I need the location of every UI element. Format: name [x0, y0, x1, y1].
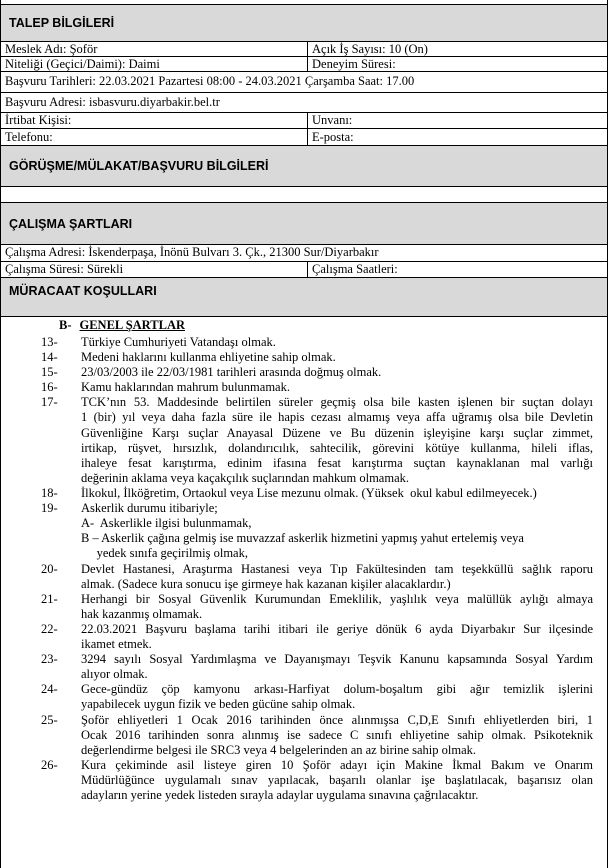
- list-item: [1, 682, 607, 712]
- item-number: 18-: [41, 486, 58, 500]
- calisma-suresi: Çalışma Süresi: Sürekli: [5, 262, 124, 276]
- item-number: 19-: [41, 501, 58, 516]
- item-text: [81, 682, 593, 712]
- item-number: 24-: [41, 682, 58, 697]
- basvuru-adresi: Başvuru Adresi: isbasvuru.diyarbakir.bel.tr: [5, 95, 220, 109]
- item-number: 16-: [41, 380, 58, 395]
- irtibat-kisisi: İrtibat Kişisi:: [5, 113, 72, 127]
- section-heading: GENEL ŞARTLAR: [79, 318, 185, 332]
- row-meslek: [1, 42, 607, 57]
- item-text: [81, 335, 593, 350]
- item-text: [81, 592, 593, 622]
- section-title: [59, 318, 185, 333]
- item-number: 23-: [41, 652, 58, 667]
- item-line: Güvenliğine Karşı suçlar Anayasal Düzene ve Bu düzenin işleyişine karşı suçlar zimmet,: [81, 425, 593, 440]
- row-calisma-adres: [1, 245, 607, 262]
- item-number: 14-: [41, 350, 58, 365]
- talep-title: TALEP BİLGİLERİ: [9, 16, 115, 30]
- item-text: [81, 486, 593, 501]
- item-text: [81, 758, 593, 803]
- item-line: Kamu haklarından mahrum bulunmamak.: [81, 380, 290, 395]
- item-line: almak. (Sadece kura sonucu işe girmeye hak kazanan kişiler alacaklardır.): [81, 576, 451, 591]
- item-line: Medeni haklarını kullanma ehliyetine sahip olmak.: [81, 350, 336, 365]
- section-letter: B-: [59, 318, 72, 332]
- item-text: [81, 365, 593, 380]
- item-line: hak kazanmış olmamak.: [81, 606, 203, 621]
- item-line: yapabilecek uygun fizik ve beden gücüne sahip olmak.: [81, 697, 356, 712]
- list-item: [1, 350, 607, 365]
- item-text: [81, 380, 593, 395]
- e-posta: E-posta:: [307, 129, 607, 145]
- item-line: Müdürlüğünce uygulamalı sınav yapılacak, başarılı olanlar işe başlatılacak, başarısız olan: [81, 772, 593, 787]
- row-calisma-sure: [1, 262, 607, 277]
- row-nitelik: [1, 57, 607, 72]
- item-line: irtikap, rüşvet, hırsızlık, dolandırıcılık, sahtecilik, görevini kötüye kullanma, hileli iflas,: [81, 440, 593, 455]
- item-number: 26-: [41, 757, 58, 772]
- list-item: [1, 652, 607, 682]
- meslek-adi: Meslek Adı: Şoför: [5, 42, 98, 56]
- item-line: TCK’nın 53. Maddesinde belirtilen süreler geçmiş olsa bile kasten işlenen bir suçtan dolayı: [81, 395, 593, 410]
- acik-is-sayisi: Açık İş Sayısı: 10 (On): [307, 42, 607, 56]
- list-item: [1, 335, 607, 350]
- item-number: 15-: [41, 365, 58, 380]
- item-line: alıyor olmak.: [81, 667, 148, 682]
- item-text: [81, 562, 593, 592]
- item-number: 22-: [41, 621, 58, 636]
- list-item: [1, 380, 607, 395]
- list-item: [1, 395, 607, 486]
- item-number: 13-: [41, 335, 58, 349]
- unvani: Unvanı:: [307, 113, 607, 128]
- item-line: Askerlik durumu itibariyle;: [81, 501, 218, 516]
- item-text: [81, 622, 593, 652]
- list-item: [1, 516, 607, 531]
- deneyim-suresi: Deneyim Süresi:: [307, 57, 607, 71]
- muracaat-header: [1, 277, 607, 317]
- gorusme-title: GÖRÜŞME/MÜLAKAT/BAŞVURU BİLGİLERİ: [9, 159, 269, 173]
- list-item: [1, 501, 607, 516]
- calisma-adresi: Çalışma Adresi: İskenderpaşa, İnönü Bulvarı 3. Çk., 21300 Sur/Diyarbakır: [5, 245, 379, 259]
- gorusme-header: [1, 145, 607, 187]
- item-line: Ocak 2016 tarihinden sonra alınmış ise sadece C sınıfı ehliyetine sahip olmak. Psikoteknik: [81, 727, 593, 742]
- list-item: [1, 486, 607, 501]
- list-item: [1, 622, 607, 652]
- item-text: [81, 516, 593, 531]
- item-text: [81, 713, 593, 758]
- item-line: Türkiye Cumhuriyeti Vatandaşı olmak.: [81, 335, 276, 349]
- item-number: 20-: [41, 561, 58, 576]
- item-line: değerinin aklama veya kaçakçılık suçlarından mahkum olmamak.: [81, 470, 410, 485]
- list-item: [1, 592, 607, 622]
- muracaat-title: MÜRACAAT KOŞULLARI: [9, 284, 157, 298]
- item-line: Herhangi bir Sosyal Güvenlik Kurumundan Emeklilik, yaşlılık veya malüllük aylığı almaya: [81, 591, 593, 606]
- item-line: A- Askerlikle ilgisi bulunmamak,: [81, 516, 252, 531]
- telefonu: Telefonu:: [5, 130, 53, 144]
- item-number: 21-: [41, 591, 58, 606]
- item-text: [81, 350, 593, 365]
- item-text: [81, 501, 593, 516]
- item-line: ikamet etmek.: [81, 636, 152, 651]
- item-line: yedek sınıfa geçirilmiş olmak,: [81, 546, 248, 561]
- row-tarih: [1, 72, 607, 93]
- item-line: 22.03.2021 Başvuru başlama tarihi itibari ile geriye dönük 6 ayda Diyarbakır Sur ilçesinde: [81, 621, 593, 636]
- row-telefon: [1, 129, 607, 145]
- item-number: 17-: [41, 395, 58, 410]
- item-line: değerlendirme belgesi ile SRC3 veya 4 belgelerinden an az birine sahip olmak.: [81, 742, 477, 757]
- item-text: [81, 395, 593, 486]
- conditions-list: [1, 318, 607, 868]
- list-item: [1, 531, 607, 561]
- item-line: ihaleye fesat karıştırma, edinim ifasına fesat karıştırma suçtan kaynaklanan mal varlığı: [81, 455, 593, 470]
- niteligi: Niteliği (Geçici/Daimi): Daimi: [5, 57, 160, 71]
- item-text: [81, 652, 593, 682]
- calisma-saatleri: Çalışma Saatleri:: [307, 262, 607, 277]
- list-item: [1, 562, 607, 592]
- item-line: B – Askerlik çağına gelmiş ise muvazzaf askerlik hizmetini yapmış yahut ertelemiş veya: [81, 531, 524, 546]
- item-line: 3294 sayılı Sosyal Yardımlaşma ve Dayanışmayı Teşvik Kanunu kapsamında Sosyal Yardım: [81, 652, 593, 667]
- calisma-header: [1, 203, 607, 245]
- row-adres: [1, 93, 607, 113]
- basvuru-tarihleri: Başvuru Tarihleri: 22.03.2021 Pazartesi 08:00 - 24.03.2021 Çarşamba Saat: 17.00: [5, 74, 415, 88]
- list-item: [1, 758, 607, 803]
- list-item: [1, 365, 607, 380]
- item-line: 1 (bir) yıl veya daha fazla süre ile hapis cezası almamış veya affa uğramış olsa bile Devletin: [81, 410, 593, 425]
- item-line: İlkokul, İlköğretim, Ortaokul veya Lise mezunu olmak. (Yüksek okul kabul edilmeyecek.): [81, 486, 537, 500]
- row-irtibat: [1, 113, 607, 129]
- calisma-title: ÇALIŞMA ŞARTLARI: [9, 216, 133, 231]
- item-line: Devlet Hastanesi, Araştırma Hastanesi veya Tıp Fakültesinden tam teşekküllü sağlık raporu: [81, 561, 593, 576]
- item-line: Şoför ehliyetleri 1 Ocak 2016 tarihinden önce alınmışsa C,D,E Sınıfı ehliyetlerden biri, 1: [81, 712, 593, 727]
- talep-header: [1, 5, 607, 42]
- item-line: Gece-gündüz çöp kamyonu arkası-Harfiyat dolum-boşaltım gibi ağır temizlik işlerini: [81, 682, 593, 697]
- gorusme-empty-row: [1, 187, 607, 203]
- item-line: 23/03/2003 ile 22/03/1981 tarihleri arasında doğmuş olmak.: [81, 365, 382, 380]
- item-text: [81, 531, 593, 561]
- item-line: adayların yerine yedek listeden sırayla adaylar uygulama sınavına çağrılacaktır.: [81, 787, 479, 802]
- item-line: Kura çekiminde asil listeye giren 10 Şoför adayı için Makine İkmal Bakım ve Onarım: [81, 757, 593, 772]
- list-item: [1, 713, 607, 758]
- item-number: 25-: [41, 712, 58, 727]
